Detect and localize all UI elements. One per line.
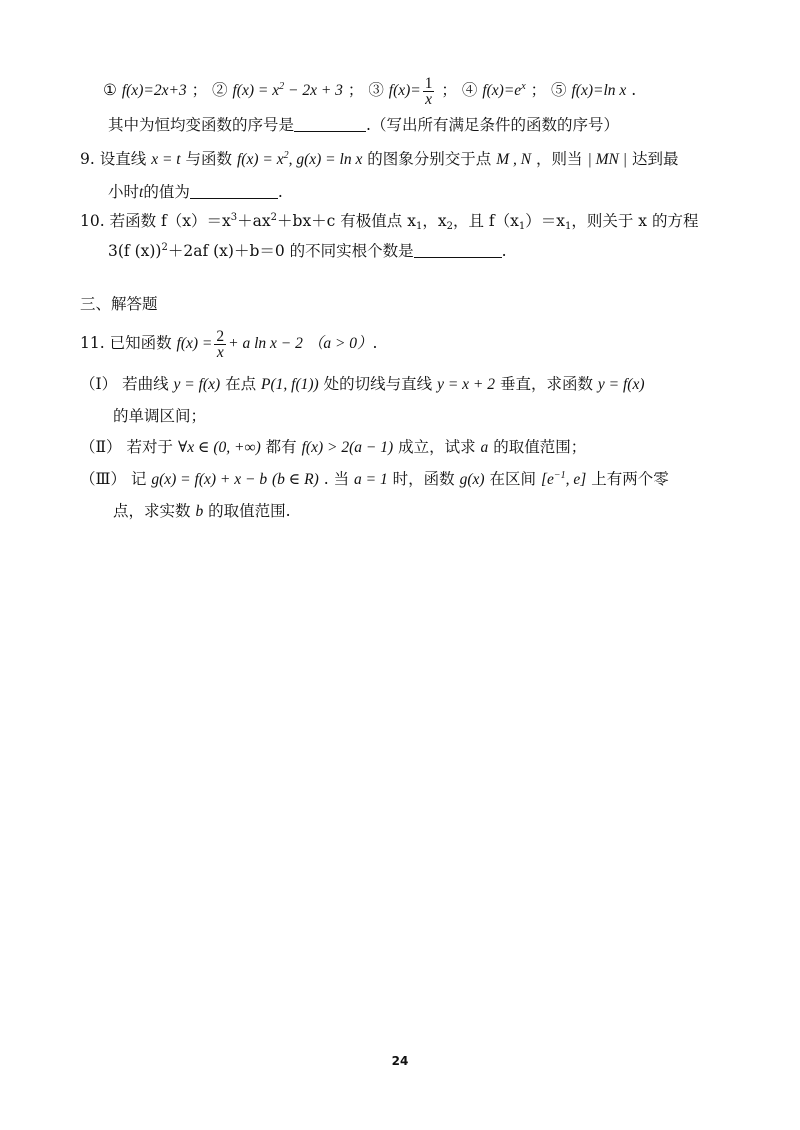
option-5-expr: f(x)=ln x: [571, 82, 627, 99]
q10-line-2: 3(f (x))$^2$＋2af (x)＋b＝0 的不同实根个数是 .: [108, 242, 507, 260]
q9-functions: $f(x) = x^2$, g(x) = ln x: [236, 150, 363, 168]
option-2-mark: ②: [212, 81, 228, 99]
option-4-expr: $f(x)=e^x$: [482, 81, 526, 99]
question-number: 11.: [80, 334, 105, 352]
separator: ；: [530, 81, 547, 99]
fraction: $\frac{1}{x}$: [424, 74, 433, 108]
q10-line-1: 10. 若函数 $f(x)=x^3+ax^2+bx+c$ 有极值点 $x_1$，$x_2$，且 $f(x_1)=x_1$，则关于 x 的方程: [80, 212, 699, 232]
question-number: 10.: [80, 212, 105, 230]
q11-function: f(x) = $\frac{2}{x}$ + a ln x − 2: [176, 327, 303, 361]
section-title: 三、解答题: [80, 295, 158, 313]
separator: ；: [191, 81, 208, 99]
interval: [$e^{-1}$, e]: [540, 470, 587, 488]
part-label: （Ⅱ）: [80, 438, 122, 456]
answer-blank: [294, 115, 366, 132]
q8-options-line: [103, 74, 636, 106]
separator: ；: [441, 81, 457, 99]
fraction: $\frac{2}{x}$: [216, 327, 225, 361]
option-1-mark: ①: [103, 81, 117, 99]
q11-part-2: （Ⅱ） 若对于 ∀x ∈ (0, +∞) 都有 f(x) > 2(a − 1) 成立，试求 a 的取值范围；: [80, 438, 587, 456]
part-label: （Ⅲ）: [80, 470, 126, 488]
q11-part-1: （Ⅰ） 若曲线 y = f(x) 在点 P(1, f(1)) 处的切线与直线 y = x + 2 垂直，求函数 y = f(x): [80, 375, 645, 393]
answer-blank: [190, 182, 278, 199]
separator: ；: [347, 81, 364, 99]
q10-polynomial: $f(x)=x^3+ax^2+bx+c$ 有极值点 $x_1$，$x_2$，且 $f(x_1)=x_1$，则关于 x 的方程: [161, 212, 699, 232]
q8-prompt: 其中为恒均变函数的序号是 .（写出所有满足条件的函数的序号）: [108, 116, 619, 134]
q11-part-1-line-2: 的单调区间；: [113, 407, 207, 425]
option-2-expr: $f(x) = x^2 - 2x + 3$: [232, 81, 343, 99]
option-5-mark: ⑤: [551, 81, 567, 99]
page-number: 24: [391, 1054, 409, 1068]
period: .: [631, 81, 637, 99]
q11-part-3-line-2: 点，求实数 b 的取值范围.: [113, 502, 291, 520]
option-1-expr: f(x)=2x+3: [121, 82, 187, 99]
q9-line-2: 小时t的值为 .: [108, 183, 283, 201]
q11-stem: 11. 已知函数 f(x) = $\frac{2}{x}$ + a ln x − 2 （a > 0）.: [80, 327, 378, 361]
option-4-mark: ④: [461, 81, 478, 99]
answer-blank: [414, 241, 502, 258]
q9-line-1: 9. 设直线 x = t 与函数 $f(x) = x^2$, g(x) = ln x 的图象分别交于点 M , N ，则当 | MN | 达到最: [80, 150, 679, 168]
option-3-mark: ③: [368, 81, 384, 99]
question-number: 9.: [80, 150, 95, 168]
q11-part-3: （Ⅲ） 记 g(x) = f(x) + x − b (b ∈ R) . 当 a = 1 时，函数 g(x) 在区间 [$e^{-1}$, e] 上有两个零: [80, 470, 669, 488]
option-3-expr: f(x)= $\frac{1}{x}$: [388, 74, 433, 108]
part-label: （Ⅰ）: [80, 375, 118, 393]
